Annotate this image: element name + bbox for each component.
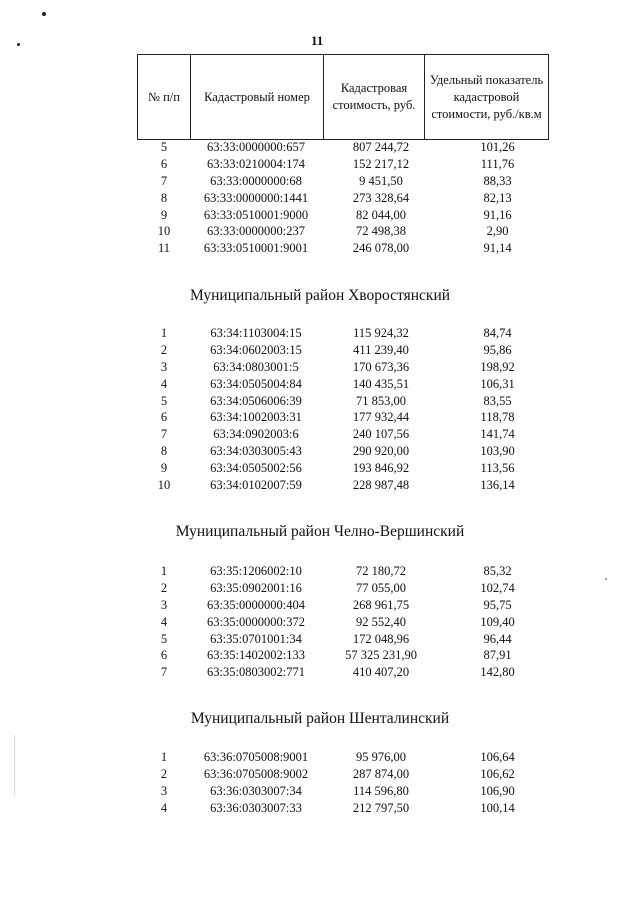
table-row <box>137 426 544 443</box>
table-row <box>137 766 544 783</box>
cadastral-number: 63:34:0505004:84 <box>210 376 302 391</box>
cadastral-number: 63:36:0705008:9001 <box>203 750 309 764</box>
row-number: 4 <box>160 614 168 629</box>
scan-edge-line <box>14 735 15 795</box>
cadastral-value: 240 107,56 <box>352 427 410 442</box>
specific-indicator: 102,74 <box>480 580 515 595</box>
row-number: 9 <box>160 207 168 222</box>
cadastral-number: 63:35:0000000:372 <box>207 614 305 629</box>
table-row <box>137 614 544 631</box>
table-row <box>137 139 544 156</box>
cadastral-value: 287 874,00 <box>352 766 410 781</box>
row-number: 4 <box>160 800 168 815</box>
specific-indicator: 83,55 <box>483 393 512 408</box>
specific-indicator: 111,76 <box>480 156 515 171</box>
cadastral-number: 63:36:0705008:9002 <box>203 766 309 781</box>
cadastral-value: 807 244,72 <box>352 140 410 154</box>
table-row <box>137 342 544 359</box>
table-row <box>137 664 544 681</box>
specific-indicator: 95,75 <box>483 597 512 612</box>
cadastral-value: 410 407,20 <box>352 665 410 680</box>
row-number: 6 <box>160 156 168 171</box>
cadastral-number: 63:34:1002003:31 <box>210 410 302 425</box>
specific-indicator: 91,14 <box>483 241 512 256</box>
cadastral-value: 268 961,75 <box>352 597 410 612</box>
row-number: 2 <box>160 342 168 357</box>
specific-indicator: 106,62 <box>480 766 515 781</box>
header-col-specific-indicator: Удельный показатель кадастровой стоимости, руб./кв.м <box>425 55 549 140</box>
row-number: 6 <box>160 648 168 663</box>
specific-indicator: 87,91 <box>483 648 512 663</box>
row-number: 10 <box>157 224 171 239</box>
cadastral-number: 63:33:0510001:9000 <box>203 207 309 222</box>
row-number: 1 <box>160 326 168 340</box>
cadastral-value: 95 976,00 <box>356 750 406 764</box>
row-number: 5 <box>160 393 168 408</box>
row-number: 6 <box>160 410 168 425</box>
header-col-number: № п/п <box>138 55 191 140</box>
cadastral-value: 140 435,51 <box>352 376 410 391</box>
specific-indicator: 142,80 <box>480 665 515 680</box>
cadastral-value: 228 987,48 <box>352 478 410 493</box>
cadastral-number: 63:33:0210004:174 <box>207 156 305 171</box>
table-row <box>137 156 544 173</box>
specific-indicator: 106,64 <box>480 750 515 764</box>
table-row <box>137 223 544 240</box>
row-number: 7 <box>160 427 168 442</box>
row-number: 7 <box>160 173 168 188</box>
specific-indicator: 96,44 <box>483 631 512 646</box>
cadastral-value: 72 180,72 <box>356 564 406 578</box>
cadastral-value: 152 217,12 <box>352 156 410 171</box>
table-row <box>137 376 544 393</box>
table-row <box>137 477 544 494</box>
row-number: 2 <box>160 580 168 595</box>
row-number: 8 <box>160 190 168 205</box>
header-col-cadastral-value: Кадастровая стоимость, руб. <box>324 55 425 140</box>
cadastral-number: 63:35:1206002:10 <box>210 564 302 578</box>
specific-indicator: 136,14 <box>480 478 515 493</box>
cadastral-number: 63:33:0000000:237 <box>207 224 305 239</box>
cadastral-number: 63:35:0701001:34 <box>210 631 302 646</box>
specific-indicator: 85,32 <box>483 564 512 578</box>
cadastral-value: 71 853,00 <box>356 393 406 408</box>
specific-indicator: 88,33 <box>483 173 512 188</box>
header-col-cadastral-number: Кадастровый номер <box>191 55 324 140</box>
table-row <box>137 800 544 817</box>
row-number: 5 <box>160 140 168 154</box>
section-rows <box>137 139 544 257</box>
specific-indicator: 2,90 <box>486 224 509 239</box>
specific-indicator: 91,16 <box>483 207 512 222</box>
section-title-shentalinsky: Муниципальный район Шенталинский <box>190 710 450 727</box>
row-number: 1 <box>160 564 168 578</box>
specific-indicator: 82,13 <box>483 190 512 205</box>
specific-indicator: 113,56 <box>480 461 515 476</box>
section-rows <box>137 749 544 817</box>
cadastral-number: 63:34:0506006:39 <box>210 393 302 408</box>
table-row <box>137 190 544 207</box>
cadastral-value: 72 498,38 <box>356 224 406 239</box>
specific-indicator: 103,90 <box>480 444 515 459</box>
table-row <box>137 783 544 800</box>
cadastral-number: 63:36:0303007:33 <box>210 800 302 815</box>
cadastral-number: 63:34:0803001:5 <box>213 359 299 374</box>
cadastral-number: 63:34:0902003:6 <box>213 427 299 442</box>
section-title-chelno-vershinsky: Муниципальный район Челно-Вершинский <box>175 523 465 540</box>
specific-indicator: 141,74 <box>480 427 515 442</box>
cadastral-value: 9 451,50 <box>359 173 403 188</box>
table-row <box>137 240 544 257</box>
cadastral-number: 63:33:0000000:1441 <box>203 190 309 205</box>
table-row <box>137 359 544 376</box>
cadastral-value: 170 673,36 <box>352 359 410 374</box>
cadastral-value: 82 044,00 <box>356 207 406 222</box>
row-number: 1 <box>160 750 168 764</box>
row-number: 7 <box>160 665 168 680</box>
specific-indicator: 118,78 <box>480 410 515 425</box>
cadastral-number: 63:35:0902001:16 <box>210 580 302 595</box>
cadastral-value: 411 239,40 <box>353 342 409 357</box>
row-number: 3 <box>160 359 168 374</box>
table-row <box>137 631 544 648</box>
section-rows <box>137 325 544 494</box>
section-rows <box>137 563 544 681</box>
specific-indicator: 198,92 <box>480 359 515 374</box>
row-number: 10 <box>157 478 171 493</box>
scan-speck <box>605 578 607 580</box>
cadastral-value: 57 325 231,90 <box>345 648 417 663</box>
cadastral-value: 77 055,00 <box>356 580 406 595</box>
cadastral-number: 63:35:0803002:771 <box>207 665 305 680</box>
cadastral-number: 63:35:0000000:404 <box>207 597 305 612</box>
specific-indicator: 95,86 <box>483 342 512 357</box>
specific-indicator: 101,26 <box>480 140 515 154</box>
cadastral-number: 63:33:0000000:657 <box>207 140 305 154</box>
table-row <box>137 580 544 597</box>
row-number: 5 <box>160 631 168 646</box>
row-number: 9 <box>160 461 168 476</box>
cadastral-value: 115 924,32 <box>353 326 409 340</box>
cadastral-number: 63:34:0602003:15 <box>210 342 302 357</box>
table-row <box>137 563 544 580</box>
row-number: 3 <box>160 597 168 612</box>
cadastral-value: 246 078,00 <box>352 241 410 256</box>
cadastral-value: 273 328,64 <box>352 190 410 205</box>
table-header <box>137 54 549 140</box>
specific-indicator: 106,31 <box>480 376 515 391</box>
page-number: 11 <box>311 33 324 48</box>
table-row <box>137 749 544 766</box>
table-row <box>137 173 544 190</box>
table-row <box>137 647 544 664</box>
table-row <box>137 597 544 614</box>
row-number: 4 <box>160 376 168 391</box>
cadastral-number: 63:34:0102007:59 <box>210 478 302 493</box>
cadastral-value: 114 596,80 <box>353 783 409 798</box>
cadastral-number: 63:34:1103004:15 <box>210 326 302 340</box>
specific-indicator: 84,74 <box>483 326 512 340</box>
table-row <box>137 325 544 342</box>
scan-speck <box>42 12 46 16</box>
cadastral-number: 63:34:0505002:56 <box>210 461 302 476</box>
table-row <box>137 207 544 224</box>
cadastral-value: 212 797,50 <box>352 800 410 815</box>
cadastral-value: 172 048,96 <box>352 631 410 646</box>
specific-indicator: 106,90 <box>480 783 515 798</box>
row-number: 11 <box>157 241 171 256</box>
cadastral-number: 63:33:0000000:68 <box>210 173 302 188</box>
table-row <box>137 443 544 460</box>
cadastral-number: 63:33:0510001:9001 <box>203 241 309 256</box>
cadastral-number: 63:34:0303005:43 <box>210 444 302 459</box>
cadastral-value: 193 846,92 <box>352 461 410 476</box>
cadastral-number: 63:36:0303007:34 <box>210 783 302 798</box>
row-number: 3 <box>160 783 168 798</box>
row-number: 8 <box>160 444 168 459</box>
cadastral-value: 92 552,40 <box>356 614 406 629</box>
cadastral-value: 290 920,00 <box>352 444 410 459</box>
row-number: 2 <box>160 766 168 781</box>
table-row <box>137 409 544 426</box>
cadastral-value: 177 932,44 <box>352 410 410 425</box>
specific-indicator: 109,40 <box>480 614 515 629</box>
specific-indicator: 100,14 <box>480 800 515 815</box>
table-row <box>137 460 544 477</box>
table-row <box>137 393 544 410</box>
cadastral-number: 63:35:1402002:133 <box>207 648 305 663</box>
section-title-khvorostyansky: Муниципальный район Хворостянский <box>189 287 451 304</box>
